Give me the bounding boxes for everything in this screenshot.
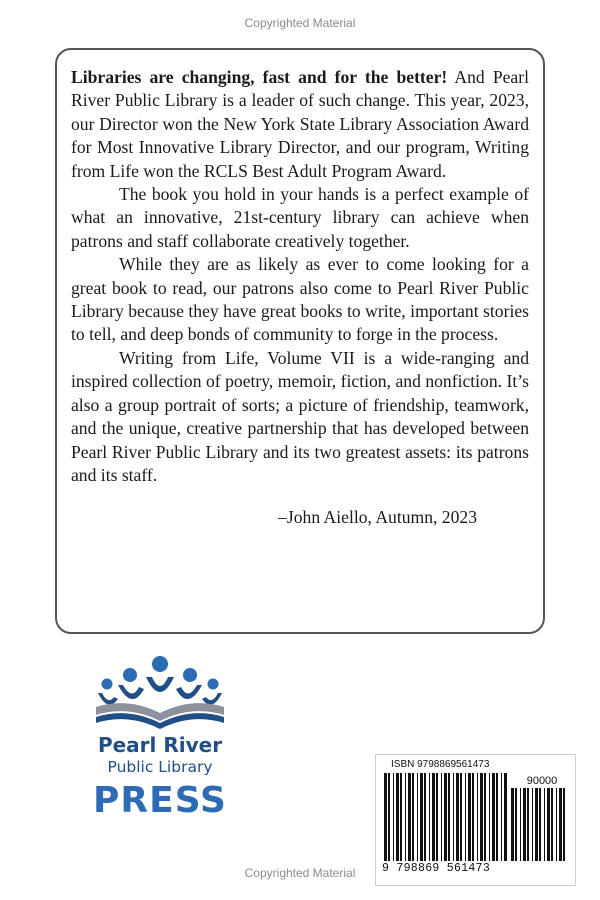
blurb-paragraph-4: Writing from Life, Volume VII is a wide-ranging and inspired collection of poetry, memoir, fiction, and nonfiction. It’s also a group portrait of sorts; a picture of friendship, teamwork, and the unique, creative partnership that has developed between Pearl River Public Library and its two greatest assets: its patrons and its staff. — [71, 347, 529, 485]
barcode-bar — [393, 773, 394, 861]
barcode-bar — [484, 773, 486, 861]
barcode-bar — [432, 773, 435, 861]
copyright-watermark-top: Copyrighted Material — [244, 16, 356, 30]
barcode-bar — [556, 788, 557, 861]
barcode-bar — [480, 773, 483, 861]
isbn-digits: 9 798869 561473 — [382, 862, 491, 875]
barcode-bar — [429, 773, 430, 861]
pearl-river-library-press-logo — [86, 655, 236, 825]
price-code-label: 90000 — [526, 775, 558, 787]
price-addon-bars — [511, 788, 569, 861]
barcode-bar — [400, 773, 402, 861]
barcode-bar — [420, 773, 423, 861]
logo-press-wordmark: PRESS — [93, 780, 227, 821]
barcode-bar — [544, 788, 545, 861]
barcode-bar — [504, 773, 507, 861]
barcode-bar — [456, 773, 459, 861]
logo-title-line1: Pearl River — [97, 733, 223, 757]
barcode-bar — [492, 773, 495, 861]
isbn-label: ISBN 9798869561473 — [391, 759, 490, 770]
barcode-bar — [520, 788, 521, 861]
barcode-bar — [547, 788, 550, 861]
blurb-paragraph-1-text: And Pearl River Public Library is a leader of such change. This year, 2023, our Director won the New York State Library Association Award for Most Innovative Library Director, and our program, Writing from Life won the RCLS Best Adult Program Award. — [71, 67, 529, 181]
barcode-bar — [388, 773, 390, 861]
barcode-bar — [465, 773, 466, 861]
barcode-bar — [436, 773, 438, 861]
barcode-bar — [408, 773, 411, 861]
barcode-bar — [527, 788, 529, 861]
barcode-bar — [453, 773, 454, 861]
barcode-bar — [460, 773, 462, 861]
barcode-bar — [417, 773, 418, 861]
barcode-bar — [444, 773, 447, 861]
barcode-bar — [468, 773, 471, 861]
barcode-bar — [515, 788, 517, 861]
blurb-signature: –John Aiello, Autumn, 2023 — [278, 507, 477, 528]
barcode-bar — [424, 773, 426, 861]
ean13-bars — [384, 773, 508, 861]
blurb-paragraph-3: While they are as likely as ever to come looking for a great book to read, our patrons also come to Pearl River Public Library because they have great books to write, important stories to tell, and deep bonds of community to forge in the process. — [71, 254, 529, 345]
barcode-bar — [472, 773, 474, 861]
barcode-bar — [496, 773, 498, 861]
barcode-bar — [535, 788, 538, 861]
back-cover-blurb — [55, 48, 545, 634]
people-book-icon — [92, 655, 228, 731]
copyright-watermark-bottom: Copyrighted Material — [244, 866, 356, 880]
blurb-paragraph-1 — [71, 66, 529, 183]
barcode-bar — [412, 773, 414, 861]
blurb-paragraph-2: The book you hold in your hands is a perfect example of what an innovative, 21st-century library can achieve when patrons and staff collaborate creatively together. — [71, 184, 529, 251]
barcode-bar — [441, 773, 442, 861]
barcode-bar — [477, 773, 478, 861]
barcode-bar — [511, 788, 514, 861]
barcode-bar — [563, 788, 565, 861]
barcode-bar — [532, 788, 533, 861]
barcode-bar — [405, 773, 406, 861]
logo-title-line2: Public Library — [107, 758, 213, 776]
barcode-bar — [551, 788, 553, 861]
barcode-bar — [448, 773, 450, 861]
barcode-bar — [539, 788, 541, 861]
barcode-bar — [559, 788, 562, 861]
barcode-bar — [396, 773, 399, 861]
barcode-bar — [489, 773, 490, 861]
blurb-lead-sentence: Libraries are changing, fast and for the better! — [71, 67, 448, 87]
barcode-bar — [384, 773, 387, 861]
barcode-bar — [523, 788, 526, 861]
barcode-bar — [501, 773, 502, 861]
